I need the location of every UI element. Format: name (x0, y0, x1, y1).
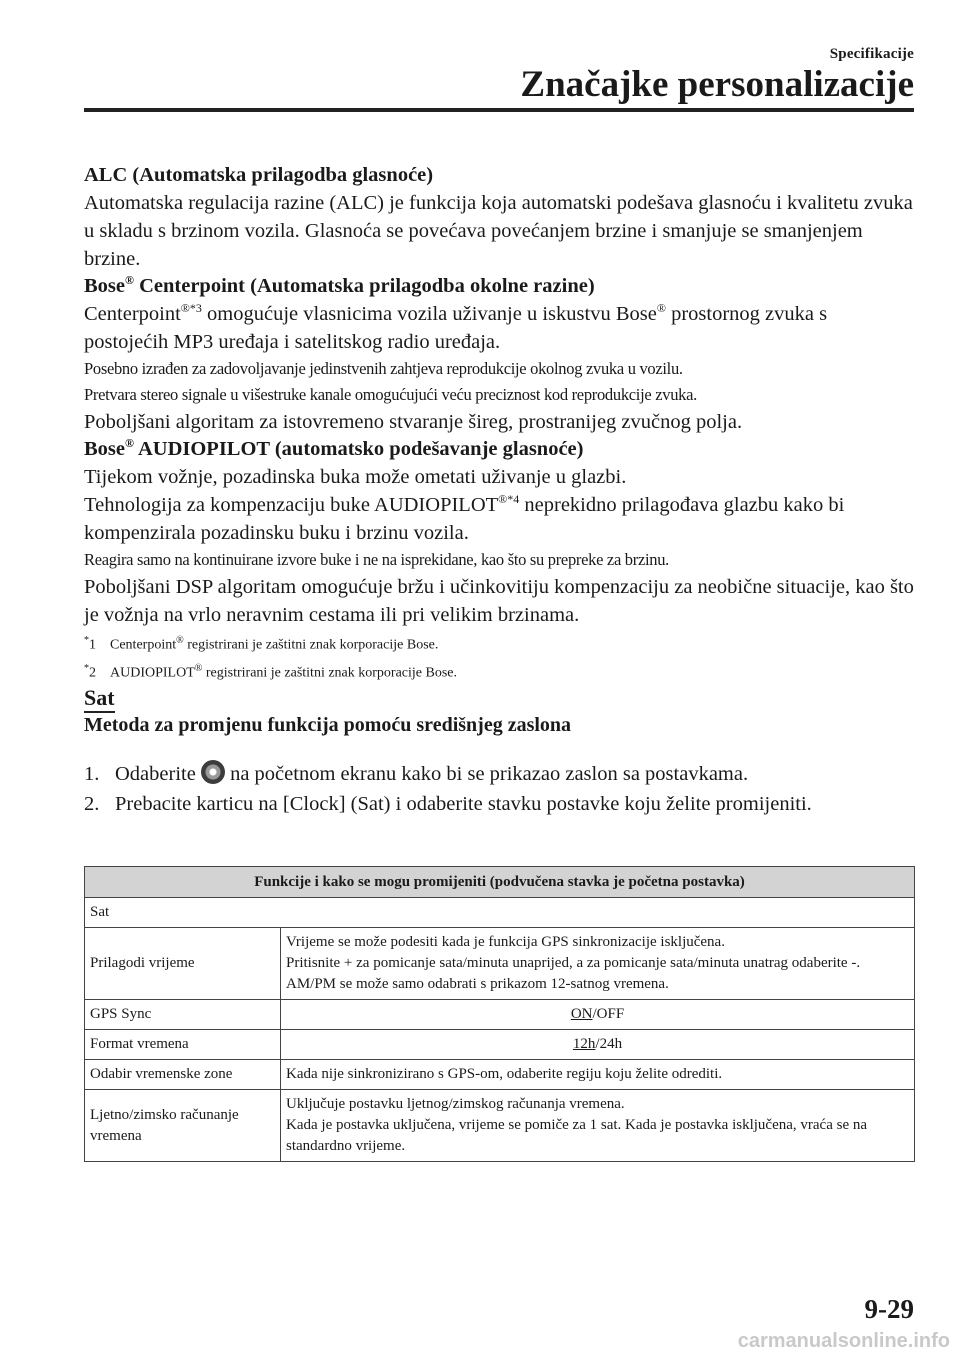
audiopilot-body-2: Tehnologija za kompenzaciju buke $AUDIOPILOT^{®*4}$ neprekidno prilagođava glazbu kako bi kompenzirala pozadinsku buku i brzinu vozila. (84, 492, 845, 544)
step-1: 1. Odaberite na početnom ekranu kako bi se prikazao zaslon sa postavkama. (84, 759, 914, 789)
table-row (85, 928, 915, 1000)
audiopilot-note: Reagira samo na kontinuirane izvore buke i ne na isprekidane, kao što su prepreke za brzinu. (84, 550, 669, 569)
table-row (85, 1090, 915, 1162)
audiopilot-heading: Bose® AUDIOPILOT (automatsko podešavanje glasnoće) (84, 436, 584, 460)
table-row (85, 1030, 915, 1060)
audiopilot-dsp: Poboljšani DSP algoritam omogućuje bržu i učinkovitiju kompenzaciju za neobične situacije, kao što je vožnja na vrlo neravnim cestama ili pri velikim brzinama. (84, 576, 914, 626)
settings-gear-icon (201, 760, 225, 784)
row-label: Ljetno/zimsko računanje vremena (85, 1090, 281, 1162)
header-rule (84, 108, 914, 112)
centerpoint-algorithm: Poboljšani algoritam za istovremeno stvaranje šireg, prostranijeg zvučnog polja. (84, 411, 743, 433)
row-value: Kada nije sinkronizirano s GPS-om, odaberite regiju koju želite odrediti. (281, 1060, 915, 1090)
settings-table (84, 866, 915, 1162)
row-value: Uključuje postavku ljetnog/zimskog računanja vremena. Kada je postavka uključena, vrijeme se pomiče za 1 sat. Kada je postavka isključena, vraća se na standardno vrijeme. (281, 1090, 915, 1162)
sat-heading: Sat (84, 684, 914, 712)
row-value: ON/OFF (281, 1000, 915, 1030)
row-label: GPS Sync (85, 1000, 281, 1030)
centerpoint-note-1: Posebno izrađen za zadovoljavanje jedinstvenih zahtjeva reprodukcije okolnog zvuka u vozilu. (84, 359, 683, 378)
steps-list (84, 759, 914, 819)
page-header (520, 46, 914, 105)
table-header: Funkcije i kako se mogu promijeniti (podvučena stavka je početna postavka) (85, 867, 915, 898)
watermark: carmanualsonline.info (737, 1330, 950, 1352)
page-number: 9-29 (864, 1294, 914, 1324)
audiopilot-body-1: Tijekom vožnje, pozadinska buka može ometati uživanje u glazbi. (84, 466, 627, 488)
chapter-title: Značajke personalizacije (520, 64, 914, 105)
centerpoint-note-2: Pretvara stereo signale u višestruke kanale omogućujući veću preciznost kod reprodukcije zvuka. (84, 385, 697, 404)
row-label: Odabir vremenske zone (85, 1060, 281, 1090)
table-group-sat: Sat (85, 898, 915, 928)
alc-heading: ALC (Automatska prilagodba glasnoće) (84, 164, 434, 186)
main-content (84, 162, 914, 819)
footnote-2: *2 AUDIOPILOT® registrirani je zaštitni znak korporacije Bose. (84, 662, 458, 681)
row-label: Format vremena (85, 1030, 281, 1060)
method-heading: Metoda za promjenu funkcija pomoću središnjeg zaslona (84, 714, 572, 737)
table-row (85, 1060, 915, 1090)
row-value: 12h/24h (281, 1030, 915, 1060)
footnote-1: *1 Centerpoint® registrirani je zaštitni znak korporacije Bose. (84, 635, 439, 653)
step-2: 2. Prebacite karticu na [Clock] (Sat) i odaberite stavku postavke koju želite promijeniti. (84, 793, 812, 816)
centerpoint-heading: Bose® Centerpoint (Automatska prilagodba okolne razine) (84, 273, 595, 297)
table-row (85, 1000, 915, 1030)
alc-body: Automatska regulacija razine (ALC) je funkcija koja automatski podešava glasnoću i kvalitetu zvuka u skladu s brzinom vozila. Glasnoća se povećava povećanjem brzine i smanjuje se smanjenjem brzine. (84, 192, 913, 270)
row-value: Vrijeme se može podesiti kada je funkcija GPS sinkronizacije isključena. Pritisnite + za pomicanje sata/minuta unaprijed, a za pomicanje sata/minuta unatrag odaberite -. AM/PM se može samo odabrati s prikazom 12-satnog vremena. (281, 928, 915, 1000)
section-title: Specifikacije (829, 46, 914, 62)
row-label: Prilagodi vrijeme (85, 928, 281, 1000)
centerpoint-body: Centerpoint$^{®*3}$ omogućuje vlasnicima vozila uživanje u iskustvu Bose® prostornog zvuka s postojećih MP3 uređaja i satelitskog radio uređaja. (84, 301, 828, 353)
